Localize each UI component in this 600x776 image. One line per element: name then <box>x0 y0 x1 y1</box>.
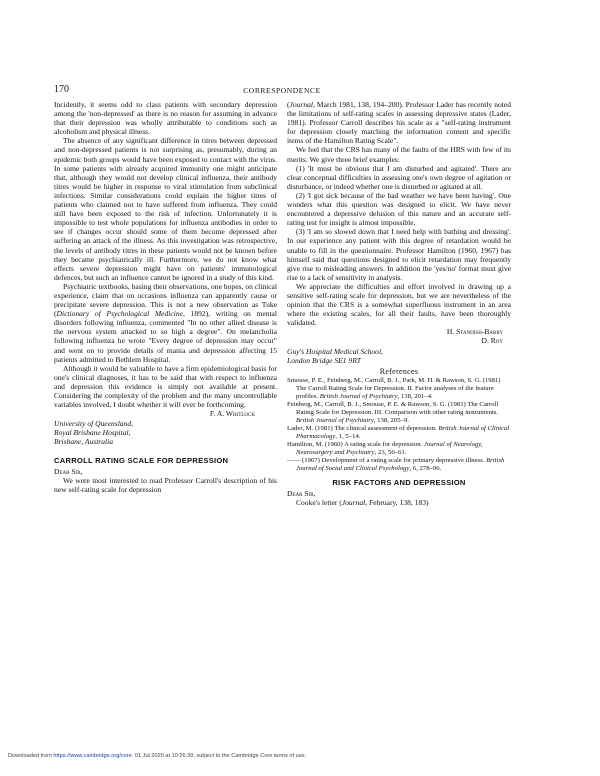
paragraph: (1) 'It must be obvious that I am disturbed and agitated'. There are clear conceptual difficulties in assessing one's own degree of agitation or disturbance, or indeed whether one is disturbed or agitated at all. <box>287 163 511 191</box>
page-header <box>54 84 510 98</box>
section-title: CARROLL RATING SCALE FOR DEPRESSION <box>54 455 229 465</box>
author-signature: F. A. Whitlock <box>209 409 255 419</box>
page-number: 170 <box>54 84 69 95</box>
paragraph: Incidently, it seems odd to class patients with secondary depression among the 'non-depressed' as there is no reason for assuming in advance that their depression was wholly attributable to conditions such as alcoholism and physical illness. <box>54 100 277 137</box>
cambridge-core-link[interactable]: https://www.cambridge.org/core <box>53 753 132 759</box>
reference-item: Feinberg, M., Carroll, B. J., Smouse, P. E. & Rawson, S. G. (1981) The Carroll Rating Scale for Depression. III. Comparison with other rating instruments. British Journal of Psychiatry, 138, 205–9. <box>287 400 499 424</box>
author-address: University of Queensland, Royal Brisbane Hospital, Brisbane, Australia <box>54 419 134 447</box>
download-footer: Downloaded from https://www.cambridge.org/core. 01 Jul 2020 at 10:26:39, subject to the Cambridge Core terms of use. <box>8 753 307 759</box>
left-column <box>54 100 277 494</box>
running-head: CORRESPONDENCE <box>243 86 321 95</box>
salutation: Dear Sir, <box>287 488 316 498</box>
author-signature: D. Roy <box>481 336 503 346</box>
author-address: Guy's Hospital Medical School, London Bridge SE1 9RT <box>287 346 383 365</box>
paragraph: (Journal, March 1981, 138, 194–200). Professor Lader has recently noted the limitations of self-rating scales in assessing depressive states (Lader, 1981). Professor Carroll describes his scale as a "self-rating instrument for depression closely matching the information content and specific items of the Hamilton Rating Scale". <box>287 100 511 146</box>
reference-item: Smouse, P. E., Feinberg, M., Carroll, B. J., Park, M. H. & Rawson, S. G. (1981) The Carroll Rating Scale for Depression. II. Factor analyses of the feature profiles. British Journal of Psychiatry, 138, 201–4. <box>287 376 501 400</box>
salutation: Dear Sir, <box>54 466 83 476</box>
paragraph: The absence of any significant difference in titres between depressed and non-depressed patients is not surprising as, presumably, during an epidemic both groups would have been exposed to contact with the virus. In some patients with already acquired immunity one might anticipate that, although they would not develop clinical influenza, their antibody titres would be higher in response to viral stimulation from subclinical infections. Similar considerations could explain the higher titres of patients who claimed not to have suffered from influenza. They could still have been exposed to the risk of infection. Unfortunately it is impossible to test whole populations for influenza antibodies in order to see if changes occur should some of them become depressed after suffering an attack of the illness. As this investigation was retrospective, the levels of antibody titres in these patients would not be known before they became psychiatrically ill. Furthermore, we do not know what effects severe depression might have on patients' immunological defences, but such an influence cannot be ignored in a study of this kind. <box>54 136 277 282</box>
paragraph: Cooke's letter (Journal, February, 138, 183) <box>296 498 429 507</box>
paragraph: (3) 'I am so slowed down that I need help with bathing and dressing'. In our experience any patient with this degree of retardation would be unable to fill in the questionnaire. Professor Hamilton (1960, 1967) has himself said that questions designed to elicit retardation may frequently give rise to misleading answers. In addition the 'yes/no' format must give rise to a lack of sensitivity in analysis. <box>287 227 511 282</box>
author-signature: H. Standish-Barry <box>446 327 503 337</box>
reference-item: —— (1967) Development of a rating scale for primary depressive illness. British Journal of Social and Clinical Psychology, 6, 278–96. <box>287 456 505 472</box>
section-title: RISK FACTORS AND DEPRESSION <box>332 477 466 487</box>
paragraph: We feel that the CRS has many of the faults of the HRS with few of its merits. We give three brief examples: <box>287 145 511 164</box>
references-heading: References <box>379 366 419 376</box>
reference-item: Hamilton, M. (1960) A rating scale for depression. Journal of Neurology, Neurosurgery and Psychiatry, 23, 56–61. <box>287 440 483 456</box>
reference-list <box>287 377 511 473</box>
paragraph: Although it would be valuable to have a firm epidemiological basis for one's clinical diagnoses, it has to be said that with respect to influenza and depression this evidence is simply not available at present. Considering the complexity of the problem and the many uncontrollable variables involved, I doubt whether it will ever be forthcoming. <box>54 363 277 410</box>
paragraph: Psychiatric textbooks, basing their observations, one hopes, on clinical experience, claim that on occasions influenza can apparently cause or precipitate severe depression. This is not a new observation as Tuke (Dictionary of Psychological Medicine, 1892), writing on mental disorders following influenza, commented "In no other allied disease is the nervous system attacked to so high a degree". On melancholia following influenza he wrote "Every degree of depression may occur" and went on to provide details of mania and depression affecting 15 patients admitted to Bethlem Hospital. <box>54 281 278 364</box>
reference-item: Lader, M. (1981) The clinical assessment of depression. British Journal of Clinical Pharmacology, 1, 5–14. <box>287 424 510 440</box>
right-column <box>287 100 511 507</box>
paragraph: (2) 'I got sick because of the bad weather we have been having'. One wonders what this question was designed to elicit. We have never encountered a depressive delusion of this nature and an accurate self-rating test for insight is almost impossible. <box>287 190 511 228</box>
paragraph: We were most interested to read Professor Carroll's description of his new self-rating scale for depression <box>54 475 277 494</box>
paragraph: We appreciate the difficulties and effort involved in drawing up a sensitive self-rating scale for depression, but we are nevertheless of the opinion that the CRS is a somewhat superfluous instrument in an area where the existing scales, for all their faults, have been thoroughly validated. <box>287 281 511 328</box>
